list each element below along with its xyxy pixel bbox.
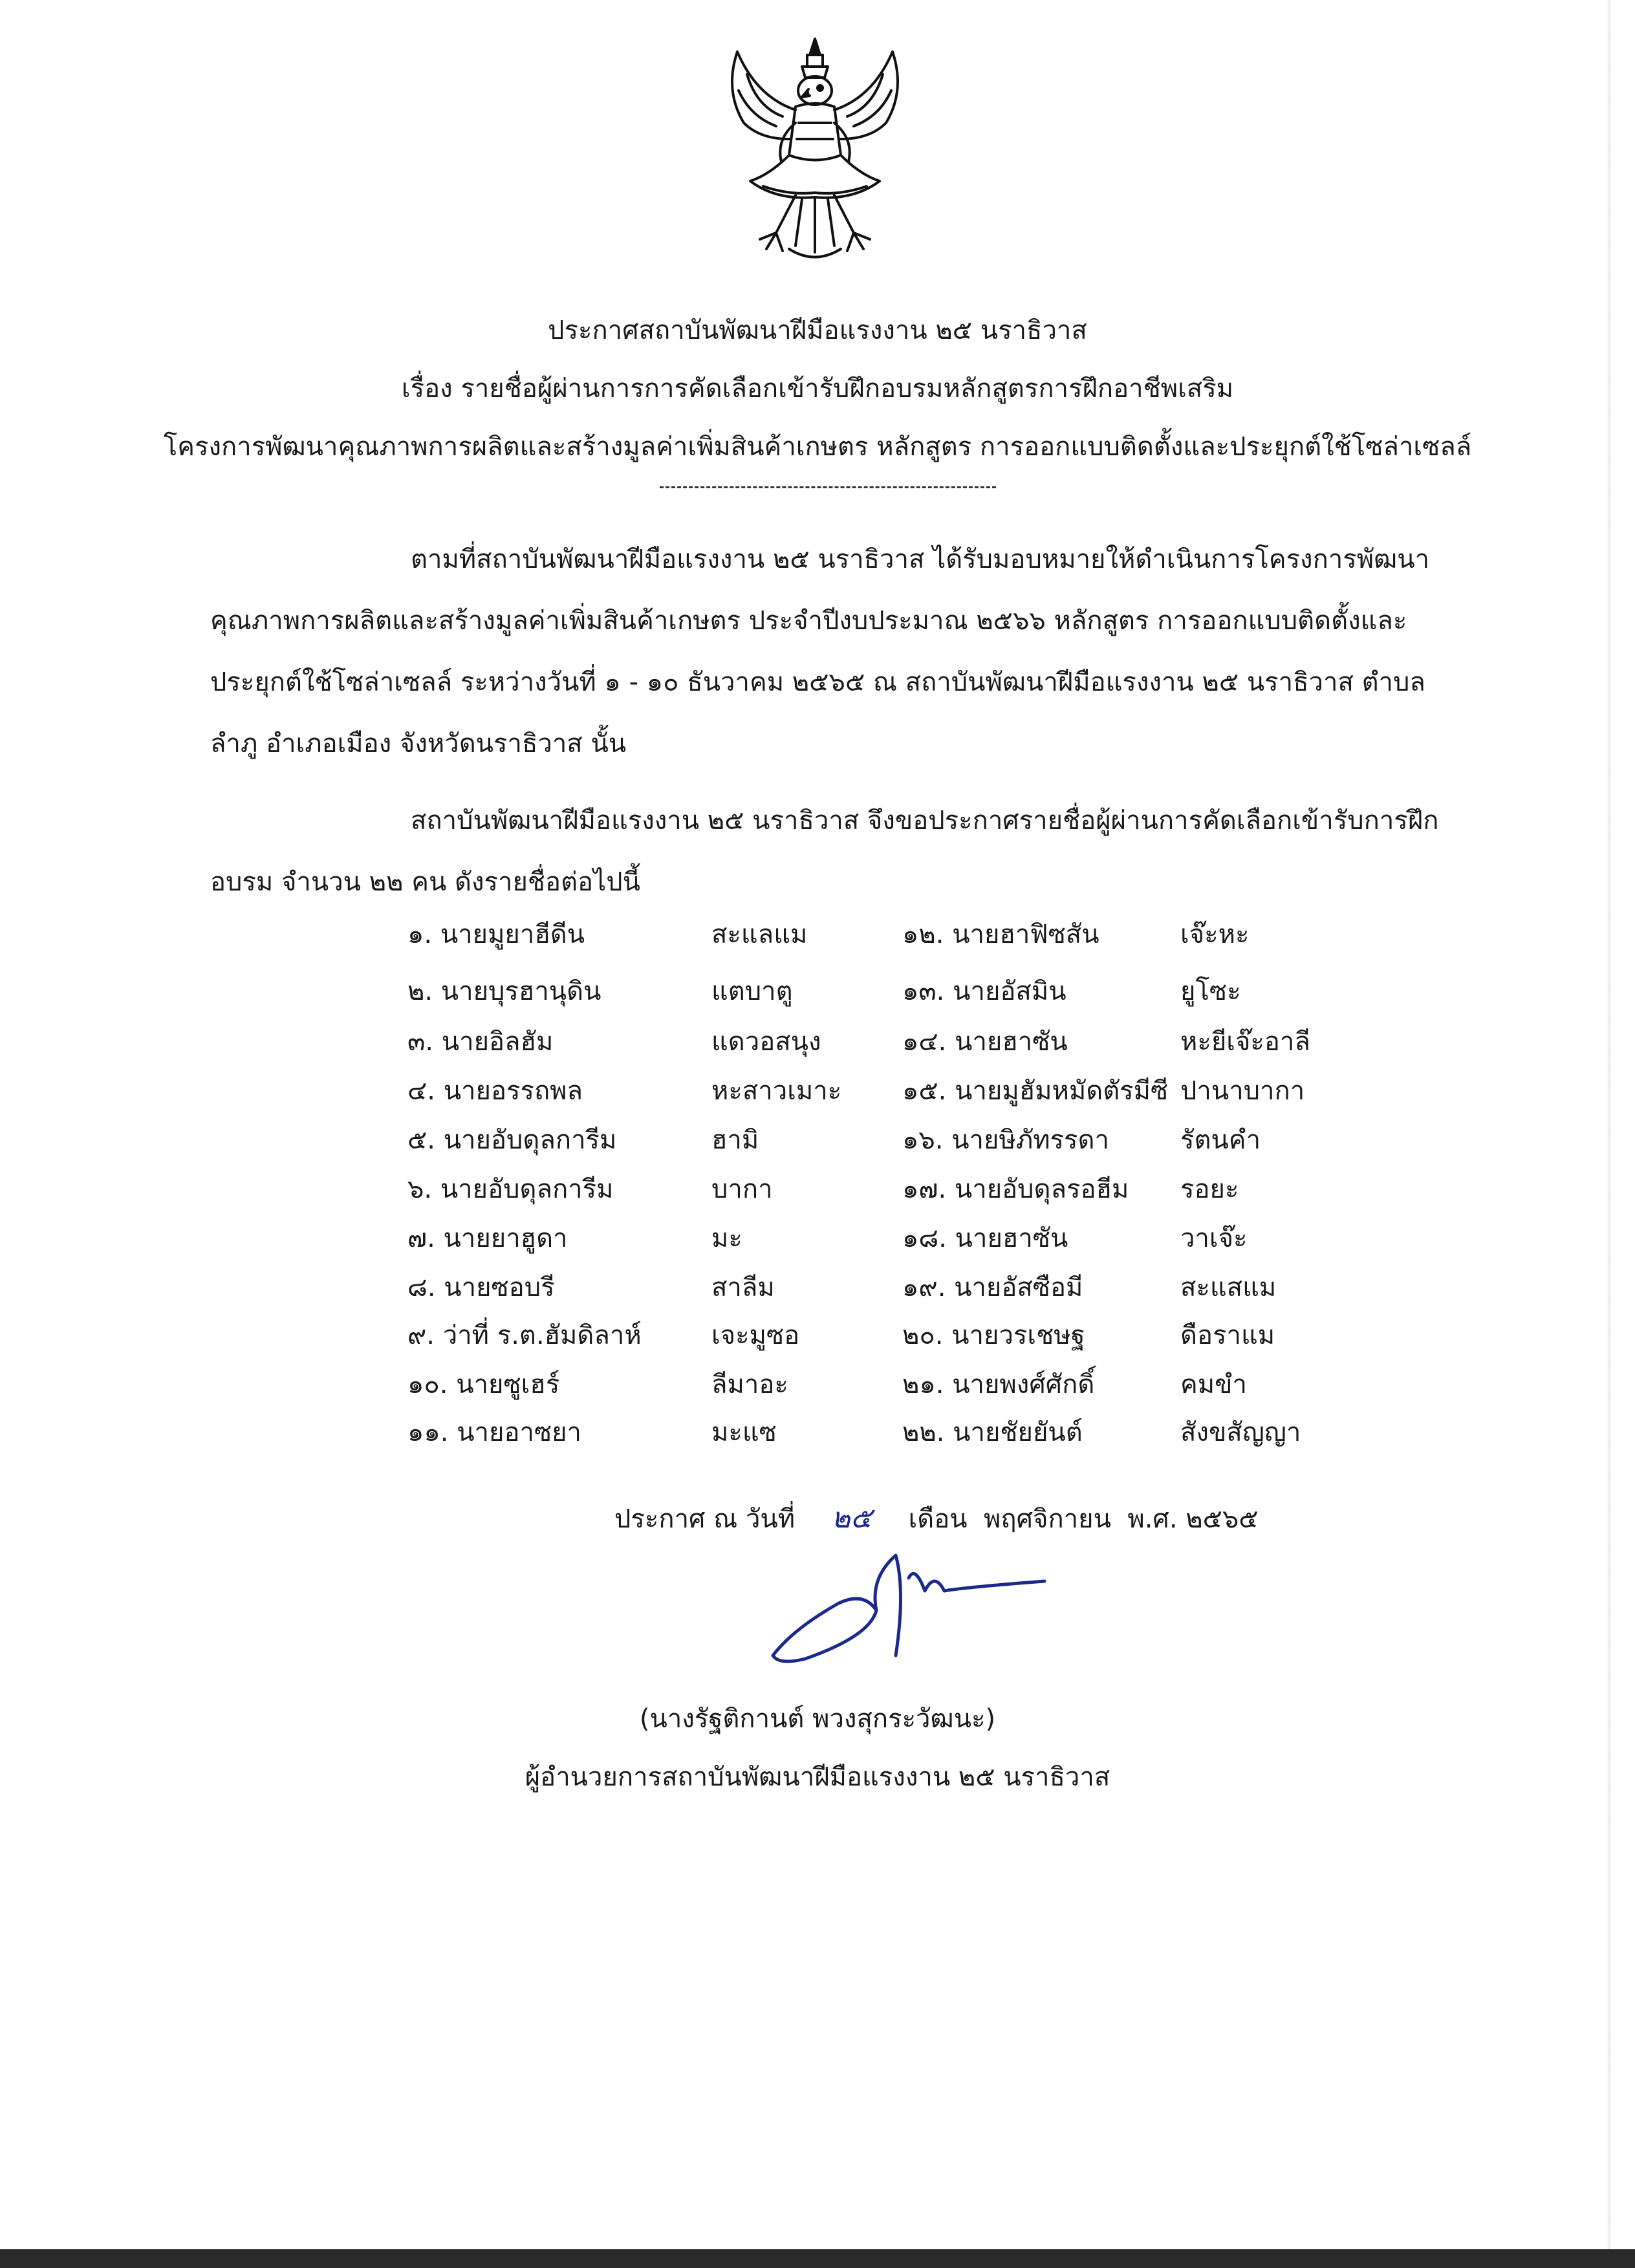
roster-right-surname: สังขสัญญา (1180, 1418, 1301, 1447)
roster-right-name: ๑๗. นายอับดุลรอฮีม (902, 1174, 1129, 1204)
roster-left-name: ๓. นายอิลฮัม (407, 1027, 554, 1057)
roster-left-surname: แตบาตู (711, 977, 793, 1006)
roster-right-surname: วาเจ๊ะ (1180, 1224, 1248, 1253)
roster-row (0, 912, 1635, 957)
roster-left-name: ๔. นายอรรถพล (407, 1076, 583, 1106)
garuda-emblem-icon (698, 26, 931, 285)
announcement-date (614, 1499, 1259, 1539)
paragraph-1-text: ตามที่สถาบันพัฒนาฝีมือแรงงาน ๒๕ นราธิวาส ได้รับมอบหมายให้ดำเนินการโครงการพัฒนาคุณภาพการผลิตและสร้างมูลค่าเพิ่มสินค้าเกษตร ประจำปีงบประมาณ ๒๕๖๖ หลักสูตร การออกแบบติดตั้งและประยุกต์ใช้โซล่าเซลล์ ระหว่างวันที่ ๑ - ๑๐ ธันวาคม ๒๕๖๕ ณ สถาบันพัฒนาฝีมือแรงงาน ๒๕ นราธิวาส ตำบลลำภู อำเภอเมือง จังหวัดนราธิวาส นั้น (210, 545, 1430, 759)
roster-left-name: ๖. นายอับดุลการีม (407, 1174, 614, 1204)
roster-left-name: ๑๑. นายอาซยา (407, 1418, 581, 1447)
roster-right-name: ๑๖. นายษิภัทรรดา (902, 1125, 1109, 1155)
roster-row (0, 1410, 1635, 1455)
roster-left-surname: แดวอสนุง (711, 1027, 821, 1057)
roster-row (0, 1068, 1635, 1114)
roster-row (0, 1019, 1635, 1064)
roster-right-surname: สะแสแม (1180, 1273, 1277, 1302)
roster-row (0, 1313, 1635, 1358)
roster-left-name: ๘. นายซอบรี (407, 1273, 555, 1302)
roster-row (0, 1167, 1635, 1212)
roster-row (0, 1265, 1635, 1310)
roster-left-name: ๗. นายยาฮูดา (407, 1224, 568, 1253)
roster-right-surname: รัตนคำ (1180, 1125, 1261, 1155)
roster-right-name: ๑๒. นายฮาฟิซสัน (902, 920, 1099, 949)
scan-bottom-bar (0, 2249, 1635, 2268)
roster-right-name: ๒๐. นายวรเชษฐ (902, 1321, 1085, 1350)
roster-right-surname: ปานาบากา (1180, 1076, 1305, 1106)
roster-row (0, 1362, 1635, 1407)
roster-left-surname: สะแลแม (711, 920, 808, 949)
roster-right-surname: รอยะ (1180, 1174, 1239, 1204)
signatory-title: ผู้อำนวยการสถาบันพัฒนาฝีมือแรงงาน ๒๕ นราธิวาส (525, 1762, 1110, 1792)
header-title: ประกาศสถาบันพัฒนาฝีมือแรงงาน ๒๕ นราธิวาส (548, 316, 1087, 345)
signatory-name: (นางรัฐติกานต์ พวงสุกระวัฒนะ) (639, 1704, 996, 1734)
date-month: พฤศจิกายน (984, 1504, 1111, 1534)
roster-right-name: ๑๓. นายอัสมิน (902, 977, 1067, 1006)
roster-right-surname: ดือราแม (1180, 1321, 1275, 1350)
scan-edge (1607, 0, 1611, 2249)
roster-right-surname: คมขำ (1180, 1370, 1247, 1399)
roster-left-surname: เจะมูซอ (711, 1321, 800, 1350)
roster-right-name: ๒๑. นายพงศ์ศักดิ์ (902, 1370, 1095, 1399)
roster-right-name: ๒๒. นายชัยยันต์ (902, 1418, 1083, 1447)
roster-right-surname: ยูโซะ (1180, 977, 1241, 1006)
body-paragraph-1 (210, 529, 1439, 775)
roster-right-surname: หะยีเจ๊ะอาลี (1180, 1027, 1310, 1057)
body-paragraph-2 (210, 790, 1439, 913)
roster-left-surname: ฮามิ (711, 1125, 759, 1155)
date-day-handwritten: ๒๕ (831, 1502, 872, 1535)
date-year-label: พ.ศ. (1127, 1504, 1178, 1534)
header-project: โครงการพัฒนาคุณภาพการผลิตและสร้างมูลค่าเพิ่มสินค้าเกษตร หลักสูตร การออกแบบติดตั้งและประยุกต์ใช้โซล่าเซลล์ (163, 432, 1472, 462)
signature-icon (766, 1552, 1057, 1681)
roster-left-surname: มะแซ (711, 1418, 777, 1447)
roster-right-name: ๑๙. นายอัสซือมี (902, 1273, 1083, 1302)
roster-row (0, 969, 1635, 1014)
date-month-label: เดือน (908, 1504, 968, 1534)
roster-right-surname: เจ๊ะหะ (1180, 920, 1250, 949)
roster-left-surname: มะ (711, 1224, 742, 1253)
roster-right-name: ๑๔. นายฮาซัน (902, 1027, 1068, 1057)
date-year: ๒๕๖๕ (1186, 1504, 1259, 1534)
roster-left-surname: บากา (711, 1174, 773, 1204)
roster-left-name: ๑. นายมูยาฮีดีน (407, 920, 585, 949)
header-divider (660, 486, 996, 488)
roster-left-surname: สาลีม (711, 1273, 775, 1302)
roster-row (0, 1118, 1635, 1163)
roster-left-surname: หะสาวเมาะ (711, 1076, 842, 1106)
roster-left-name: ๕. นายอับดุลการีม (407, 1125, 617, 1155)
date-prefix: ประกาศ ณ วันที่ (614, 1504, 796, 1534)
header-subject: เรื่อง รายชื่อผู้ผ่านการการคัดเลือกเข้ารับฝึกอบรมหลักสูตรการฝึกอาชีพเสริม (401, 374, 1234, 404)
roster-right-name: ๑๘. นายฮาซัน (902, 1224, 1068, 1253)
roster-left-name: ๒. นายบุรฮานุดิน (407, 977, 601, 1006)
roster-left-name: ๙. ว่าที่ ร.ต.ฮัมดิลาห์ (407, 1321, 642, 1350)
roster-left-name: ๑๐. นายซูเฮร์ (407, 1370, 560, 1399)
roster-row (0, 1216, 1635, 1261)
paragraph-2-text: สถาบันพัฒนาฝีมือแรงงาน ๒๕ นราธิวาส จึงขอประกาศรายชื่อผู้ผ่านการคัดเลือกเข้ารับการฝึกอบรม จำนวน ๒๒ คน ดังรายชื่อต่อไปนี้ (210, 806, 1439, 897)
roster-right-name: ๑๕. นายมูฮัมหมัดตัรมีซี (902, 1076, 1169, 1106)
roster-left-surname: ลีมาอะ (711, 1370, 788, 1399)
